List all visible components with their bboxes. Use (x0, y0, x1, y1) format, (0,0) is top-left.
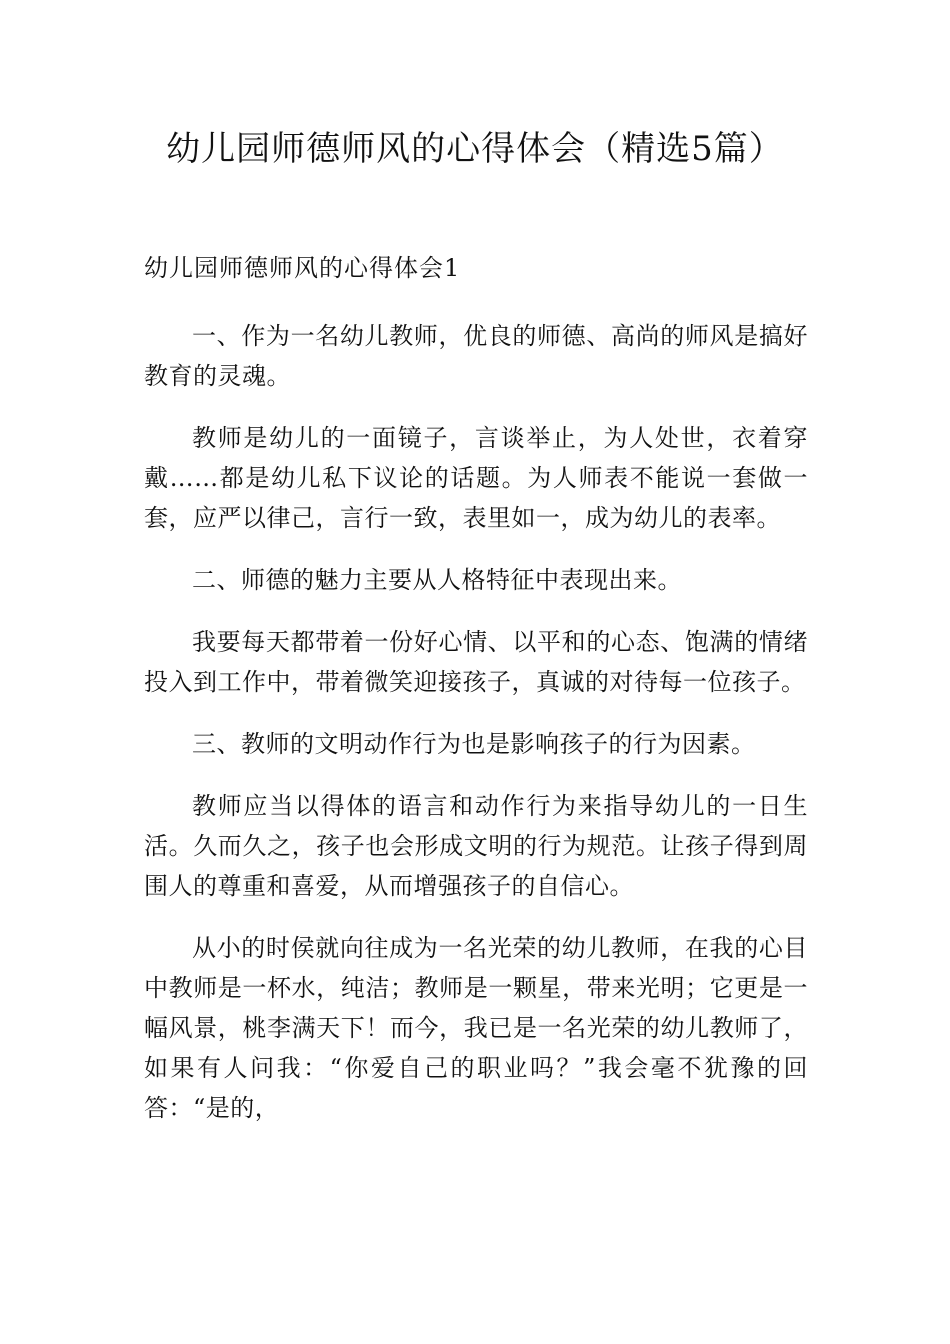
paragraph: 教师是幼儿的一面镜子，言谈举止，为人处世，衣着穿戴……都是幼儿私下议论的话题。为人师表不能说一套做一套，应严以律己，言行一致，表里如一，成为幼儿的表率。 (144, 424, 808, 532)
paragraph: 二、师德的魅力主要从人格特征中表现出来。 (192, 566, 682, 594)
paragraph: 从小的时侯就向往成为一名光荣的幼儿教师，在我的心目中教师是一杯水，纯洁；教师是一颗星，带来光明；它更是一幅风景，桃李满天下！而今，我已是一名光荣的幼儿教师了，如果有人问我：“你爱自己的职业吗？”我会毫不犹豫的回答：“是的， (144, 934, 808, 1122)
paragraph: 一、作为一名幼儿教师，优良的师德、高尚的师风是搞好教育的灵魂。 (144, 322, 808, 390)
document-title: 幼儿园师德师风的心得体会（精选5篇） (166, 129, 784, 169)
section-heading: 幼儿园师德师风的心得体会1 (144, 254, 461, 282)
paragraph: 教师应当以得体的语言和动作行为来指导幼儿的一日生活。久而久之，孩子也会形成文明的行为规范。让孩子得到周围人的尊重和喜爱，从而增强孩子的自信心。 (144, 792, 808, 900)
paragraph: 三、教师的文明动作行为也是影响孩子的行为因素。 (192, 730, 756, 758)
paragraph: 我要每天都带着一份好心情、以平和的心态、饱满的情绪投入到工作中，带着微笑迎接孩子，真诚的对待每一位孩子。 (144, 628, 808, 696)
document-body (144, 316, 808, 1150)
